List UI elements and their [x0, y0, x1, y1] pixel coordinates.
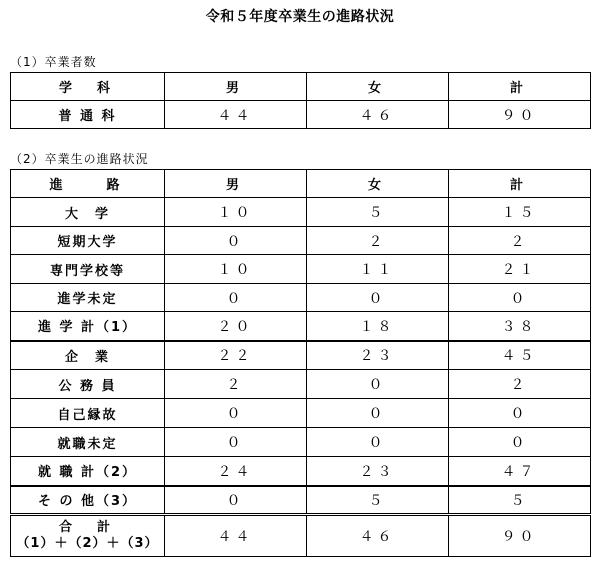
cell-male: ４４: [165, 515, 307, 557]
cell-total: ０: [449, 399, 591, 428]
cell-total: ９０: [449, 515, 591, 557]
row-label: 専門学校等: [11, 255, 165, 284]
cell-total: １５: [449, 198, 591, 227]
header-career: 進 路: [11, 170, 165, 198]
header-male: 男: [165, 170, 307, 198]
header-female: 女: [307, 73, 449, 101]
subtotal-row: [11, 312, 591, 341]
row-label: 進学未定: [11, 284, 165, 312]
section2-label: （2）卒業生の進路状況: [10, 152, 149, 166]
table-row: [11, 227, 591, 255]
cell-male: ４４: [165, 101, 307, 129]
cell-female: ０: [307, 428, 449, 457]
cell-female: ０: [307, 284, 449, 312]
table-header-row: [11, 73, 591, 101]
cell-male: ０: [165, 486, 307, 515]
cell-male: ２２: [165, 341, 307, 370]
cell-total: ４７: [449, 457, 591, 486]
cell-total: ３８: [449, 312, 591, 341]
total-label-line2: （1）＋（2）＋（3）: [16, 536, 159, 551]
cell-total: ９０: [449, 101, 591, 129]
header-total: 計: [449, 170, 591, 198]
cell-total: ２: [449, 227, 591, 255]
row-label: 普 通 科: [11, 101, 165, 129]
cell-female: ５: [307, 486, 449, 515]
cell-female: ２３: [307, 457, 449, 486]
row-label: そ の 他（3）: [11, 486, 165, 515]
header-female: 女: [307, 170, 449, 198]
row-label: 大 学: [11, 198, 165, 227]
row-label: 企 業: [11, 341, 165, 370]
cell-total: ０: [449, 428, 591, 457]
section1-label: （1）卒業者数: [10, 55, 97, 69]
career-table: [10, 169, 591, 557]
table-row: [11, 198, 591, 227]
table-row: [11, 428, 591, 457]
grand-total-row: [11, 515, 591, 557]
cell-total: ５: [449, 486, 591, 515]
header-total: 計: [449, 73, 591, 101]
cell-male: １０: [165, 198, 307, 227]
table-row: [11, 284, 591, 312]
cell-female: １８: [307, 312, 449, 341]
cell-female: ４６: [307, 515, 449, 557]
table-row: [11, 255, 591, 284]
cell-total: ０: [449, 284, 591, 312]
cell-female: ０: [307, 370, 449, 399]
row-label: 公 務 員: [11, 370, 165, 399]
cell-male: ２４: [165, 457, 307, 486]
row-label: [11, 515, 165, 557]
row-label: 短期大学: [11, 227, 165, 255]
row-label: 自己縁故: [11, 399, 165, 428]
cell-female: ２: [307, 227, 449, 255]
cell-male: ０: [165, 227, 307, 255]
cell-female: １１: [307, 255, 449, 284]
cell-female: ０: [307, 399, 449, 428]
page-title: 令和５年度卒業生の進路状況: [205, 9, 395, 25]
cell-male: ２: [165, 370, 307, 399]
row-label: 就職未定: [11, 428, 165, 457]
cell-male: ２０: [165, 312, 307, 341]
table-row: [11, 341, 591, 370]
cell-male: ０: [165, 399, 307, 428]
cell-total: ４５: [449, 341, 591, 370]
row-label: 就 職 計（2）: [11, 457, 165, 486]
table-row: [11, 101, 591, 129]
table-header-row: [11, 170, 591, 198]
cell-male: ０: [165, 428, 307, 457]
cell-female: ４６: [307, 101, 449, 129]
cell-total: ２１: [449, 255, 591, 284]
cell-female: ２３: [307, 341, 449, 370]
total-label-line1: 合 計: [58, 520, 116, 535]
header-department: 学 科: [11, 73, 165, 101]
table-row: [11, 399, 591, 428]
header-male: 男: [165, 73, 307, 101]
cell-male: １０: [165, 255, 307, 284]
cell-male: ０: [165, 284, 307, 312]
cell-total: ２: [449, 370, 591, 399]
table-row: [11, 370, 591, 399]
cell-female: ５: [307, 198, 449, 227]
graduates-table: [10, 72, 591, 129]
subtotal-row: [11, 457, 591, 486]
subtotal-row: [11, 486, 591, 515]
row-label: 進 学 計（1）: [11, 312, 165, 341]
